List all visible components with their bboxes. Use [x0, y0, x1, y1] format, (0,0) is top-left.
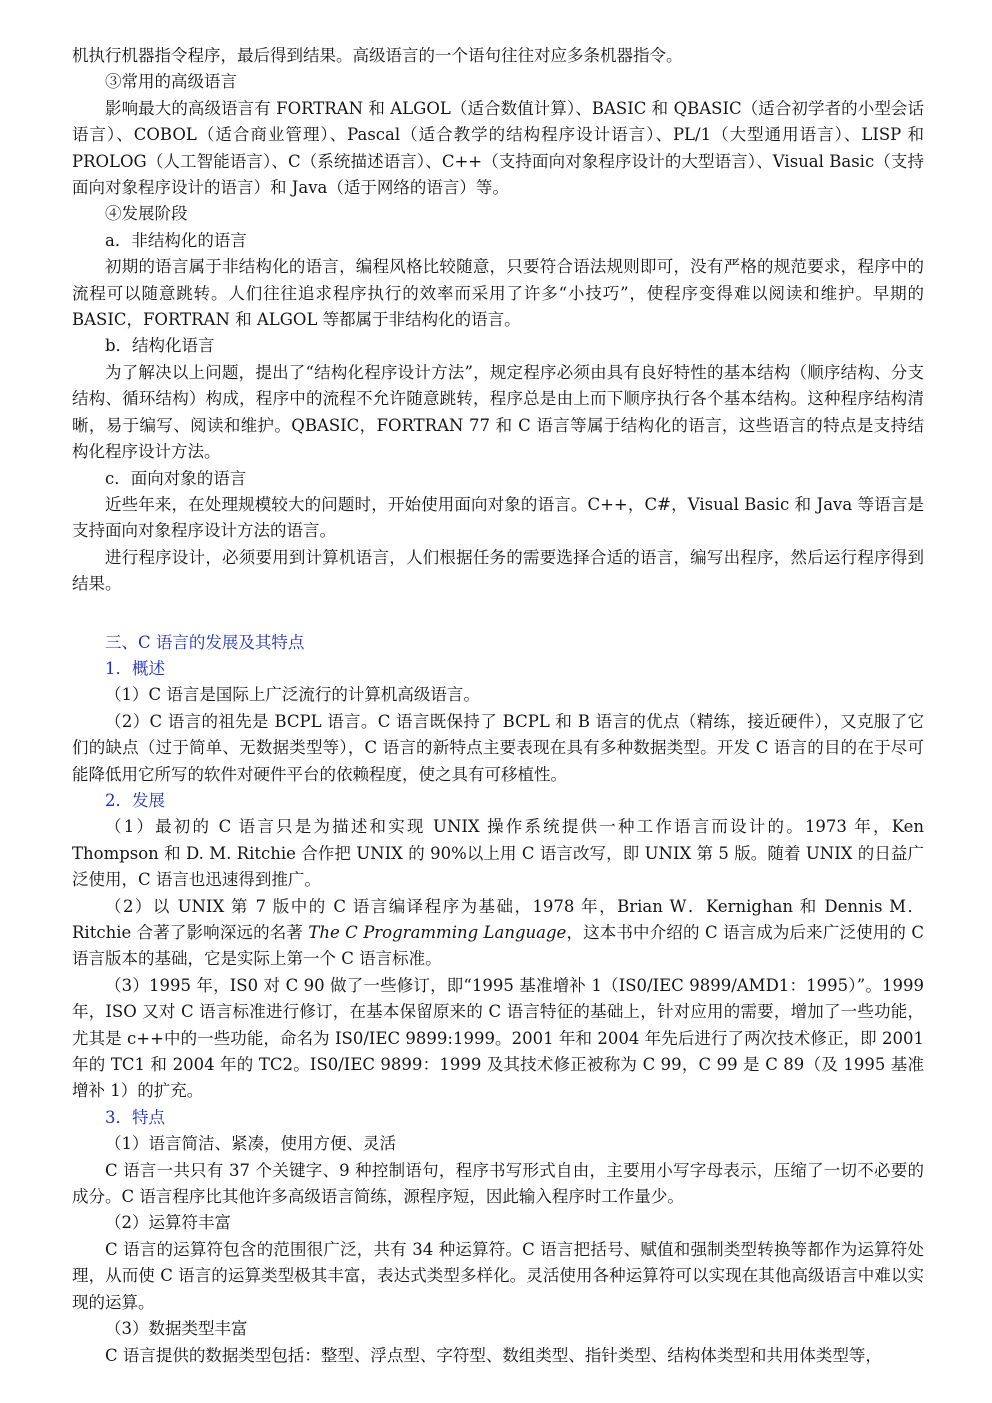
- paragraph: 机执行机器指令程序，最后得到结果。高级语言的一个语句往往对应多条机器指令。: [72, 46, 683, 65]
- book-title: The C Programming Language: [308, 923, 567, 942]
- subheading-object-oriented: c．面向对象的语言: [105, 468, 247, 488]
- feature-heading: （3）数据类型丰富: [105, 1319, 248, 1339]
- paragraph: （3）1995 年，IS0 对 C 90 做了一些修订，即“1995 基准增补 1（IS0/IEC 9899/AMD1：1995）”。1999 年，ISO 又对 C 语言标准进行修订，在基本保留原来的 C 语言特征的基础上，针对应用的需要，增加了一些功能，尤其是 c++中的一些功能，命名为 IS0/IEC 9899:1999。2001 年和 2004 年先后进行了两次技术修正，即 2001 年的 TC1 和 2004 年的 TC2。IS0/IEC 9899：1999 及其技术修正被称为 C 99，C 99 是 C 89（及 1995 基准增补 1）的扩充。: [72, 975, 924, 1101]
- paragraph: 进行程序设计，必须要用到计算机语言，人们根据任务的需要选择合适的语言，编写出程序，然后运行程序得到结果。: [72, 547, 924, 594]
- paragraph: （1）最初的 C 语言只是为描述和实现 UNIX 操作系统提供一种工作语言而设计的。1973 年，Ken Thompson 和 D. M. Ritchie 合作把 UNIX 的 90%以上用 C 语言改写，即 UNIX 第 5 版。随着 UNIX 的日益广泛使用，C 语言也迅速得到推广。: [72, 817, 924, 890]
- paragraph: C 语言一共只有 37 个关键字、9 种控制语句，程序书写形式自由，主要用小写字母表示，压缩了一切不必要的成分。C 语言程序比其他许多高级语言简练，源程序短，因此输入程序时工作量少。: [72, 1160, 924, 1207]
- paragraph: C 语言的运算符包含的范围很广泛，共有 34 种运算符。C 语言把括号、赋值和强制类型转换等都作为运算符处理，从而使 C 语言的运算类型极其丰富，表达式类型多样化。灵活使用各种运算符可以实现在其他高级语言中难以实现的运算。: [72, 1239, 924, 1312]
- paragraph: [72, 894, 924, 973]
- paragraph: （2）C 语言的祖先是 BCPL 语言。C 语言既保持了 BCPL 和 B 语言的优点（精练，接近硬件），又克服了它们的缺点（过于简单、无数据类型等），C 语言的新特点主要表现在具有多种数据类型。开发 C 语言的目的在于尽可能降低用它所写的软件对硬件平台的依赖程度，使之具有可移植性。: [72, 711, 924, 784]
- feature-heading: （2）运算符丰富: [105, 1213, 231, 1233]
- subheading-unstructured: a．非结构化的语言: [105, 230, 247, 250]
- subheading-common-languages: ③常用的高级语言: [105, 72, 237, 92]
- paragraph: 为了解决以上问题，提出了“结构化程序设计方法”，规定程序必须由具有良好特性的基本结构（顺序结构、分支结构、循环结构）构成，程序中的流程不允许随意跳转，程序总是由上而下顺序执行各个基本结构。这种程序结构清晰，易于编写、阅读和维护。QBASIC，FORTRAN 77 和 C 语言等属于结构化的语言，这些语言的特点是支持结构化程序设计方法。: [72, 362, 924, 462]
- paragraph: 初期的语言属于非结构化的语言，编程风格比较随意，只要符合语法规则即可，没有严格的规范要求，程序中的流程可以随意跳转。人们往往追求程序执行的效率而采用了许多“小技巧”，使程序变得难以阅读和维护。早期的 BASIC，FORTRAN 和 ALGOL 等都属于非结构化的语言。: [72, 257, 924, 330]
- subsection-heading-development: 2．发展: [105, 790, 165, 810]
- paragraph: 近些年来，在处理规模较大的问题时，开始使用面向对象的语言。C++，C#，Visual Basic 和 Java 等语言是支持面向对象程序设计方法的语言。: [72, 494, 924, 541]
- paragraph-text: （2）以 UNIX 第 7 版中的 C 语言编译程序为基础，1978 年，Brian W．Kernighan 和 Dennis M．Ritchie 合著了影响深远的名著: [72, 896, 924, 942]
- paragraph-text: ，这本书中介绍的 C 语言成为后来广泛使用的 C 语言版本的基础，它是实际上第一个 C 语言标准。: [72, 923, 925, 969]
- paragraph: 影响最大的高级语言有 FORTRAN 和 ALGOL（适合数值计算）、BASIC 和 QBASIC（适合初学者的小型会话语言）、COBOL（适合商业管理）、Pascal（适合教学的结构程序设计语言）、PL/1（大型通用语言）、LISP 和 PROLOG（人工智能语言）、C（系统描述语言）、C++（支持面向对象程序设计的大型语言）、Visual Basic（支持面向对象程序设计的语言）和 Java（适于网络的语言）等。: [72, 98, 924, 198]
- section-heading: 三、C 语言的发展及其特点: [105, 632, 305, 652]
- feature-heading: （1）语言简洁、紧凑，使用方便、灵活: [105, 1134, 396, 1154]
- paragraph: （1）C 语言是国际上广泛流行的计算机高级语言。: [105, 685, 480, 705]
- document-page: [72, 43, 924, 1369]
- section-spacer: [72, 598, 924, 630]
- subheading-structured: b．结构化语言: [105, 336, 215, 356]
- subheading-development-stages: ④发展阶段: [105, 204, 188, 224]
- paragraph: C 语言提供的数据类型包括：整型、浮点型、字符型、数组类型、指针类型、结构体类型和共用体类型等，: [105, 1345, 882, 1365]
- subsection-heading-features: 3．特点: [105, 1107, 165, 1127]
- subsection-heading-overview: 1．概述: [105, 658, 165, 678]
